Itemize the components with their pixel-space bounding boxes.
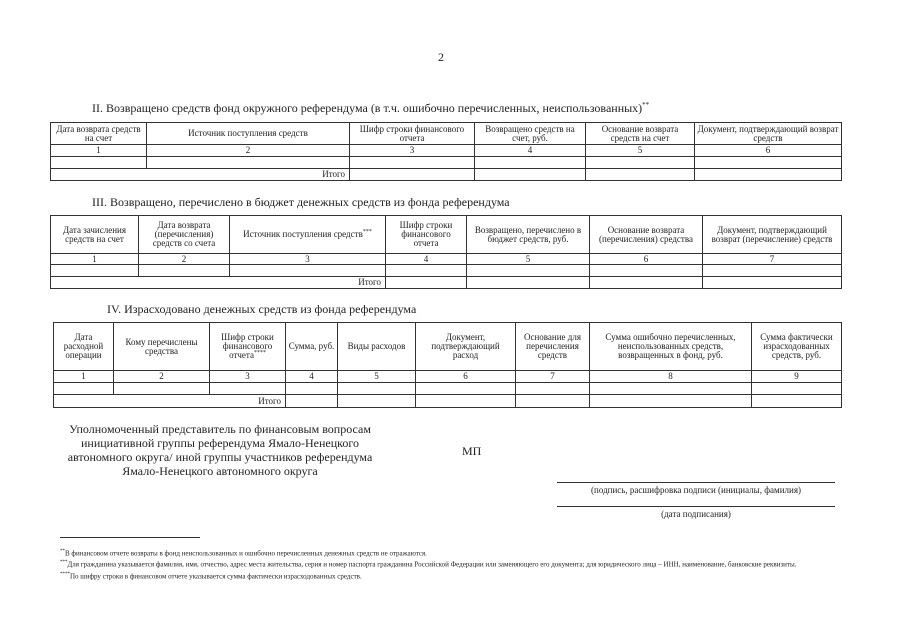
column-number: 4	[386, 254, 467, 265]
date-line	[557, 506, 835, 507]
page-number: 2	[438, 50, 444, 64]
column-number: 2	[139, 254, 230, 265]
column-header	[210, 323, 286, 371]
column-number: 1	[51, 254, 139, 265]
total-label: Итого	[51, 169, 350, 181]
footnote-3	[60, 570, 845, 581]
column-number: 1	[51, 145, 147, 157]
column-number-row	[51, 145, 842, 157]
column-number: 8	[590, 371, 752, 383]
footnotes	[60, 547, 845, 581]
column-header: Дата возврата (перечисления) средств со счета	[139, 216, 230, 254]
column-number: 3	[350, 145, 475, 157]
column-number: 5	[467, 254, 590, 265]
column-number: 7	[703, 254, 842, 265]
column-number: 6	[590, 254, 703, 265]
signature-line	[557, 482, 835, 483]
footnote-text: По шифру строки в финансовом отчете указывается сумма фактически израсходованных средств.	[70, 571, 362, 580]
column-number: 2	[114, 371, 210, 383]
column-header	[230, 216, 386, 254]
column-header: Дата расходной операции	[54, 323, 114, 371]
footnote-mark: **	[642, 101, 650, 109]
column-number: 1	[54, 371, 114, 383]
column-number: 6	[416, 371, 516, 383]
section-2-title-text: II. Возвращено средств фонд окружного референдума (в т.ч. ошибочно перечисленных, неиспользованных)	[92, 101, 643, 115]
section-3-title: III. Возвращено, перечислено в бюджет денежных средств из фонда референдума	[92, 195, 510, 209]
footnote-mark: ***	[60, 560, 68, 566]
stamp-place: МП	[462, 444, 482, 458]
section-4-table	[53, 322, 842, 408]
column-number-row	[54, 371, 842, 383]
column-header: Шифр строки финансового отчета	[350, 123, 475, 145]
column-header-text: Шифр строки финансового отчета	[221, 332, 274, 360]
column-header: Документ, подтверждающий возврат средств	[695, 123, 842, 145]
column-header: Сумма фактически израсходованных средств, руб.	[752, 323, 842, 371]
signature-line-1: Уполномоченный представитель по финансовым вопросам	[69, 422, 371, 436]
total-row	[51, 169, 842, 181]
signature-line-2: инициативной группы референдума Ямало-Ненецкого	[80, 436, 359, 450]
table-row	[51, 157, 842, 169]
footnote-mark: ****	[253, 350, 266, 356]
footnote-separator	[60, 537, 200, 538]
footnote-text: В финансовом отчете возвраты в фонд неиспользованных и ошибочно перечисленных денежных средств не отражаются.	[65, 549, 427, 558]
column-number: 5	[338, 371, 416, 383]
column-header: Источник поступления средств	[147, 123, 350, 145]
column-header: Документ, подтверждающий возврат (перечисление) средств	[703, 216, 842, 254]
column-number: 4	[475, 145, 586, 157]
table-row	[54, 383, 842, 395]
signature-block	[40, 422, 400, 478]
total-label: Итого	[54, 395, 286, 408]
column-number: 7	[516, 371, 590, 383]
section-2-title	[92, 101, 649, 116]
column-header: Виды расходов	[338, 323, 416, 371]
column-header: Сумма, руб.	[286, 323, 338, 371]
column-number: 9	[752, 371, 842, 383]
table-row	[51, 265, 842, 277]
column-header: Сумма ошибочно перечисленных, неиспользованных средств, возвращенных в фонд, руб.	[590, 323, 752, 371]
column-number: 4	[286, 371, 338, 383]
section-3-table	[50, 215, 842, 289]
column-number: 2	[147, 145, 350, 157]
column-number: 6	[695, 145, 842, 157]
table-header-row	[51, 123, 842, 145]
column-number-row	[51, 254, 842, 265]
total-label: Итого	[51, 277, 386, 289]
signature-line-4: Ямало-Ненецкого автономного округа	[122, 464, 318, 478]
date-caption: (дата подписания)	[661, 509, 731, 519]
column-header: Дата зачисления средств на счет	[51, 216, 139, 254]
table-header-row	[54, 323, 842, 371]
column-header: Кому перечислены средства	[114, 323, 210, 371]
section-2-table	[50, 122, 842, 181]
column-header-text: Источник поступления средств	[243, 229, 363, 239]
column-header: Возвращено средств на счет, руб.	[475, 123, 586, 145]
footnote-1	[60, 547, 845, 558]
total-row	[51, 277, 842, 289]
column-header: Основание возврата средств на счет	[586, 123, 695, 145]
section-4-title: IV. Израсходовано денежных средств из фонда референдума	[107, 302, 417, 316]
total-row	[54, 395, 842, 408]
footnote-mark: **	[60, 549, 65, 554]
column-header: Шифр строки финансового отчета	[386, 216, 467, 254]
column-header: Документ, подтверждающий расход	[416, 323, 516, 371]
footnote-mark: ***	[362, 229, 372, 235]
footnote-mark: ****	[60, 571, 70, 577]
footnote-text: Для гражданина указывается фамилия, имя, отчество, адрес места жительства, серия и номер паспорта гражданина Российской Федерации или заменяющего его документа; для юридического лица – ИНН, наименование, банковские реквизиты.	[67, 560, 797, 569]
column-header: Основание возврата (перечисления) средства	[590, 216, 703, 254]
column-number: 5	[586, 145, 695, 157]
signature-caption: (подпись, расшифровка подписи (инициалы, фамилия)	[591, 485, 801, 495]
signature-line-3: автономного округа/ иной группы участников референдума	[67, 450, 373, 464]
column-header: Основание для перечисления средств	[516, 323, 590, 371]
column-header: Дата возврата средств на счет	[51, 123, 147, 145]
table-header-row	[51, 216, 842, 254]
column-header: Возвращено, перечислено в бюджет средств, руб.	[467, 216, 590, 254]
column-number: 3	[230, 254, 386, 265]
footnote-2	[60, 558, 845, 569]
column-number: 3	[210, 371, 286, 383]
